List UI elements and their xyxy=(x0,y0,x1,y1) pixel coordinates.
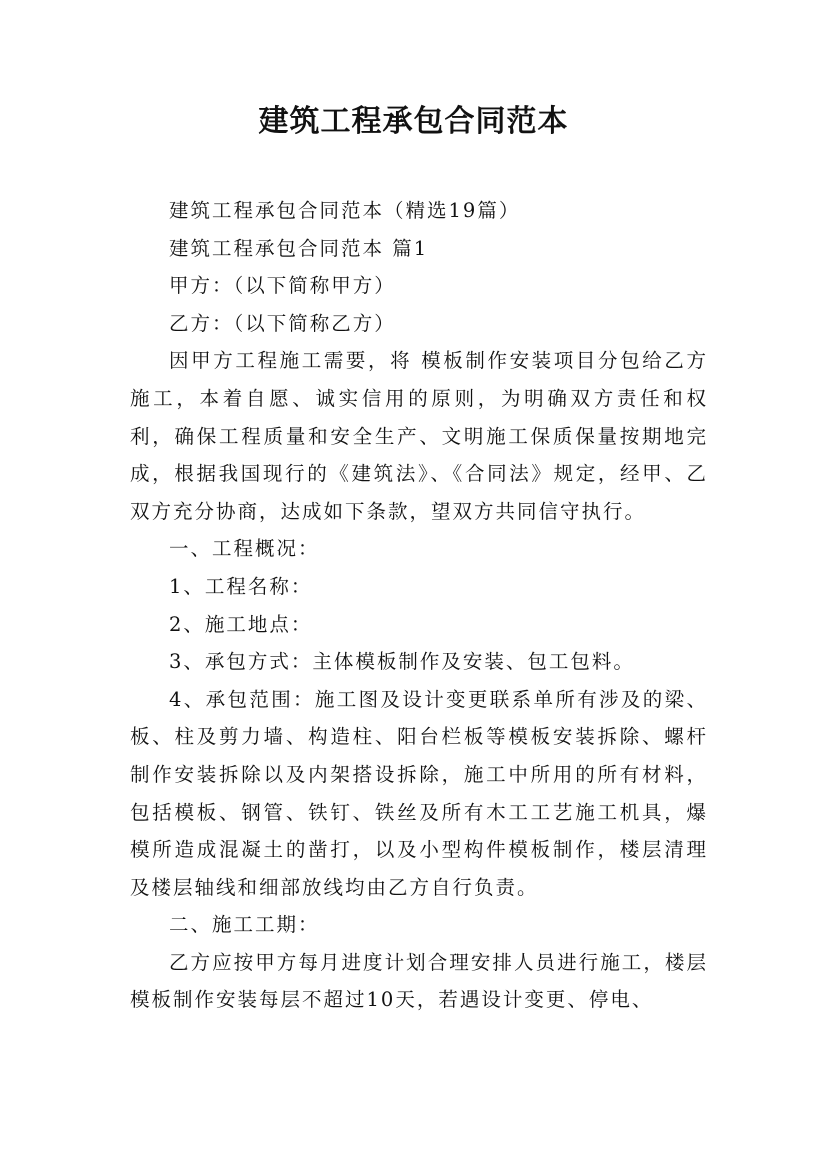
section-heading: 建筑工程承包合同范本 篇1 xyxy=(169,236,429,260)
clause-item: 1、工程名称： xyxy=(169,574,313,598)
clause-item: 2、施工地点： xyxy=(169,612,313,636)
clause-heading: 一、工程概况： xyxy=(169,537,320,561)
clause-paragraph: 乙方应按甲方每月进度计划合理安排人员进行施工，楼层模板制作安装每层不超过10天，若遇设计变更、停电、 xyxy=(130,950,708,1012)
preamble-paragraph: 因甲方工程施工需要，将 模板制作安装项目分包给乙方施工，本着自愿、诚实信用的原则，为明确双方责任和权利，确保工程质量和安全生产、文明施工保质保量按期地完成，根据我国现行的《建筑法》、《合同法》规定，经甲、乙双方充分协商，达成如下条款，望双方共同信守执行。 xyxy=(130,349,708,523)
subtitle-paragraph: 建筑工程承包合同范本（精选19篇） xyxy=(169,199,521,222)
document-title: 建筑工程承包合同范本 xyxy=(258,104,569,139)
document-body xyxy=(130,192,708,1019)
party-b-line: 乙方：（以下简称乙方） xyxy=(169,311,396,335)
clause-item: 3、承包方式：主体模板制作及安装、包工包料。 xyxy=(169,650,635,674)
clause-heading: 二、施工工期： xyxy=(169,913,320,937)
party-a-line: 甲方：（以下简称甲方） xyxy=(169,274,396,298)
clause-item: 4、承包范围：施工图及设计变更联系单所有涉及的梁、板、柱及剪力墙、构造柱、阳台栏板等模板安装拆除、螺杆制作安装拆除以及内架搭设拆除，施工中所用的所有材料，包括模板、钢管、铁钉、铁丝及所有木工工艺施工机具，爆模所造成混凝土的凿打，以及小型构件模板制作，楼层清理及楼层轴线和细部放线均由乙方自行负责。 xyxy=(130,687,708,899)
